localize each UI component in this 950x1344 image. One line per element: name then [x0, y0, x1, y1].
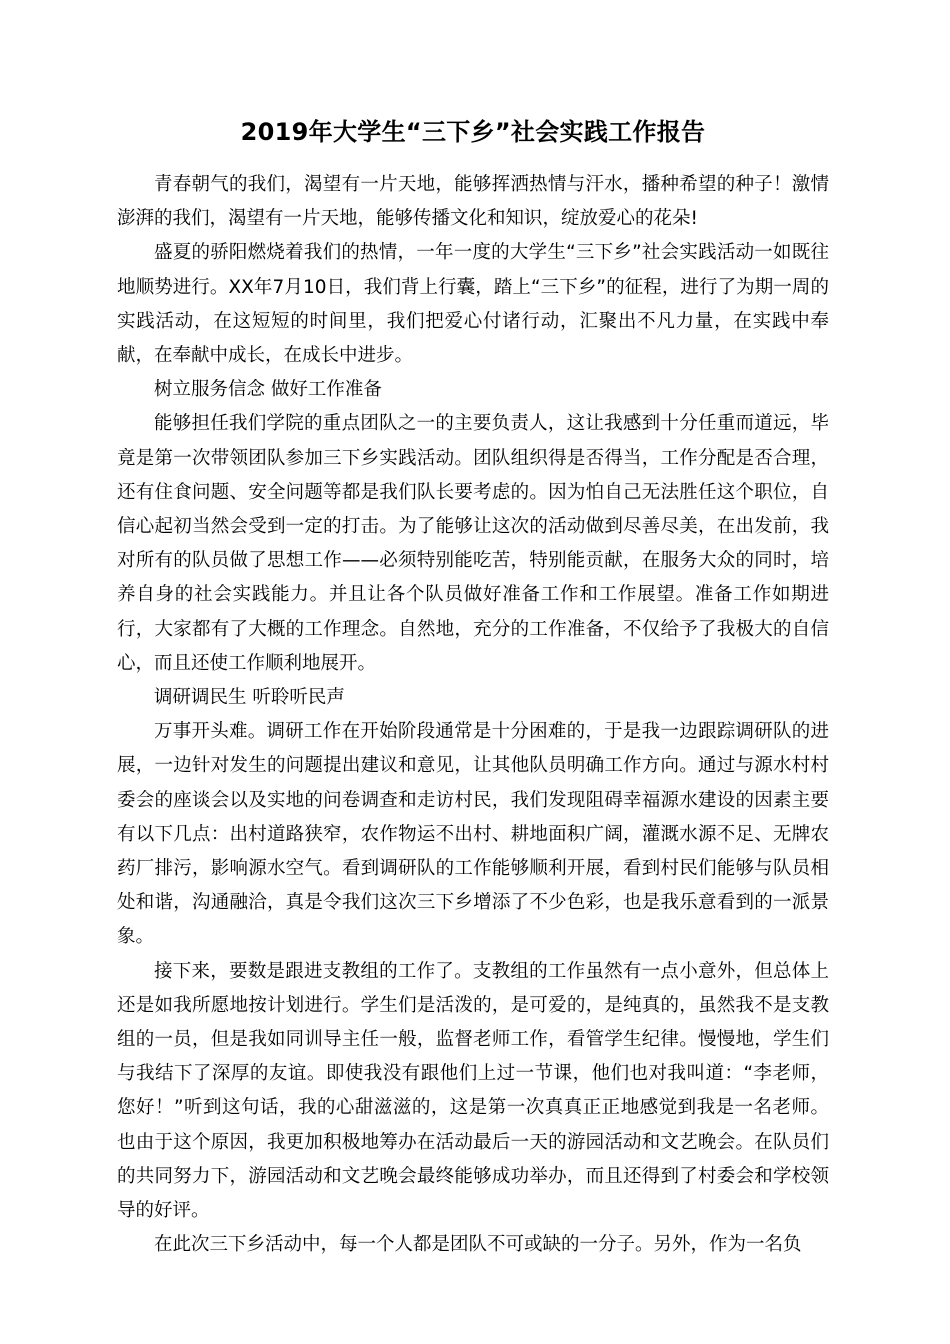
paragraph-intro-1: 青春朝气的我们，渴望有一片天地，能够挥洒热情与汗水，播种希望的种子！激情澎湃的我们，渴望有一片天地，能够传播文化和知识，绽放爱心的花朵!: [117, 174, 829, 230]
paragraph-closing: 在此次三下乡活动中，每一个人都是团队不可或缺的一分子。另外，作为一名负: [154, 1234, 802, 1256]
section-heading-research: 调研调民生 听聆听民声: [154, 687, 345, 709]
paragraph-intro-2: 盛夏的骄阳燃烧着我们的热情，一年一度的大学生“三下乡”社会实践活动一如既往地顺势进行。XX年7月10日，我们背上行囊，踏上“三下乡”的征程，进行了为期一周的实践活动，在这短短的时间里，我们把爱心付诸行动，汇聚出不凡力量，在实践中奉献，在奉献中成长，在成长中进步。: [117, 242, 829, 367]
paragraph-teaching: 接下来，要数是跟进支教组的工作了。支教组的工作虽然有一点小意外，但总体上还是如我所愿地按计划进行。学生们是活泼的，是可爱的，是纯真的，虽然我不是支教组的一员，但是我如同训导主任一般，监督老师工作，看管学生纪律。慢慢地，学生们与我结下了深厚的友谊。即使我没有跟他们上过一节课，他们也对我叫道：“李老师，您好！”听到这句话，我的心甜滋滋的，这是第一次真真正正地感觉到我是一名老师。也由于这个原因，我更加积极地筹办在活动最后一天的游园活动和文艺晚会。在队员们的共同努力下，游园活动和文艺晚会最终能够成功举办，而且还得到了村委会和学校领导的好评。: [117, 960, 829, 1222]
paragraph-research: 万事开头难。调研工作在开始阶段通常是十分困难的，于是我一边跟踪调研队的进展，一边针对发生的问题提出建议和意见，让其他队员明确工作方向。通过与源水村村委会的座谈会以及实地的问卷调查和走访村民，我们发现阻碍幸福源水建设的因素主要有以下几点：出村道路狭窄，农作物运不出村、耕地面积广阔，灌溉水源不足、无牌农药厂排污，影响源水空气。看到调研队的工作能够顺利开展，看到村民们能够与队员相处和谐，沟通融洽，真是令我们这次三下乡增添了不少色彩，也是我乐意看到的一派景象。: [117, 721, 829, 948]
paragraph-preparation: 能够担任我们学院的重点团队之一的主要负责人，这让我感到十分任重而道远，毕竟是第一次带领团队参加三下乡实践活动。团队组织得是否得当，工作分配是否合理，还有住食问题、安全问题等都是我们队长要考虑的。因为怕自己无法胜任这个职位，自信心起初当然会受到一定的打击。为了能够让这次的活动做到尽善尽美，在出发前，我对所有的队员做了思想工作——必须特别能吃苦，特别能贡献，在服务大众的同时，培养自身的社会实践能力。并且让各个队员做好准备工作和工作展望。准备工作如期进行，大家都有了大概的工作理念。自然地，充分的工作准备，不仅给予了我极大的自信心，而且还使工作顺利地展开。: [117, 413, 829, 674]
document-title: 2019年大学生“三下乡”社会实践工作报告: [240, 118, 706, 146]
document-body: [117, 112, 829, 1263]
section-heading-service: 树立服务信念 做好工作准备: [154, 379, 382, 401]
